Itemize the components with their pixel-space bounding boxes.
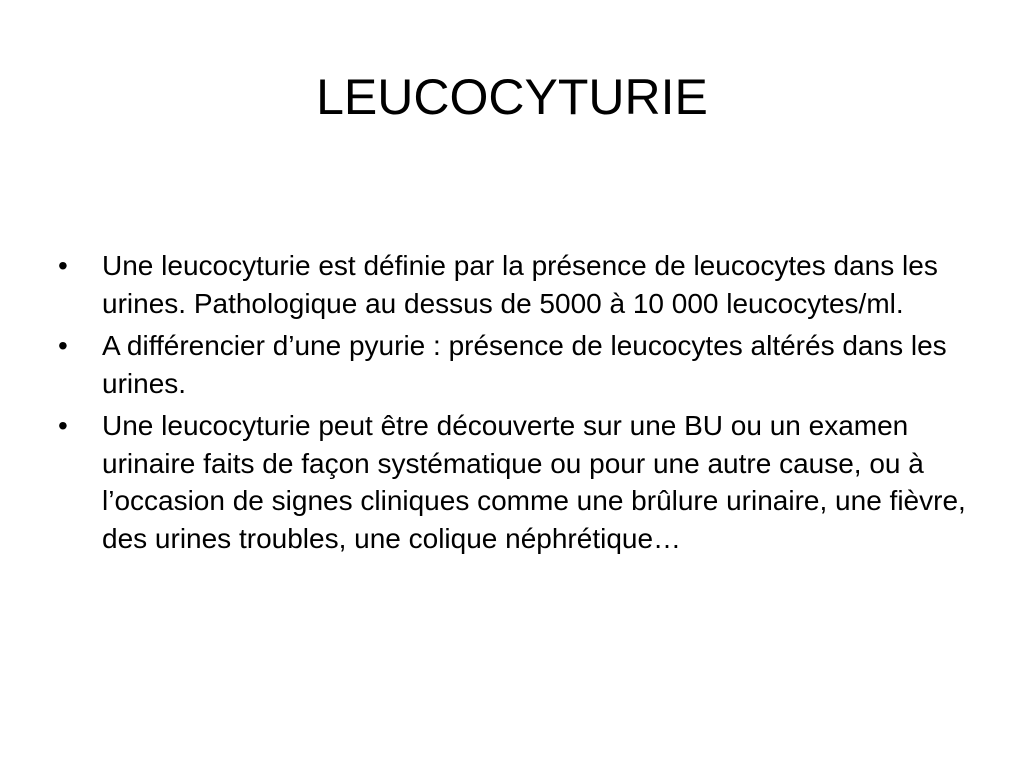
bullet-text: A différencier d’une pyurie : présence de leucocytes altérés dans les urines.	[102, 330, 947, 399]
bullet-icon: •	[58, 250, 68, 281]
bullet-icon: •	[58, 330, 68, 361]
bullet-item-discovery	[58, 407, 968, 557]
bullet-list	[58, 247, 968, 562]
bullet-item-definition	[58, 247, 968, 322]
slide-title: LEUCOCYTURIE	[316, 69, 708, 125]
bullet-item-pyurie	[58, 327, 968, 402]
bullet-icon: •	[58, 410, 68, 441]
bullet-text: Une leucocyturie est définie par la présence de leucocytes dans les urines. Pathologique au dessus de 5000 à 10 000 leucocytes/ml.	[102, 250, 938, 319]
bullet-text: Une leucocyturie peut être découverte sur une BU ou un examen urinaire faits de façon systématique ou pour une autre cause, ou à l’occasion de signes cliniques comme une brûlure urinaire, une fièvre, des urines troubles, une colique néphrétique…	[102, 410, 966, 554]
